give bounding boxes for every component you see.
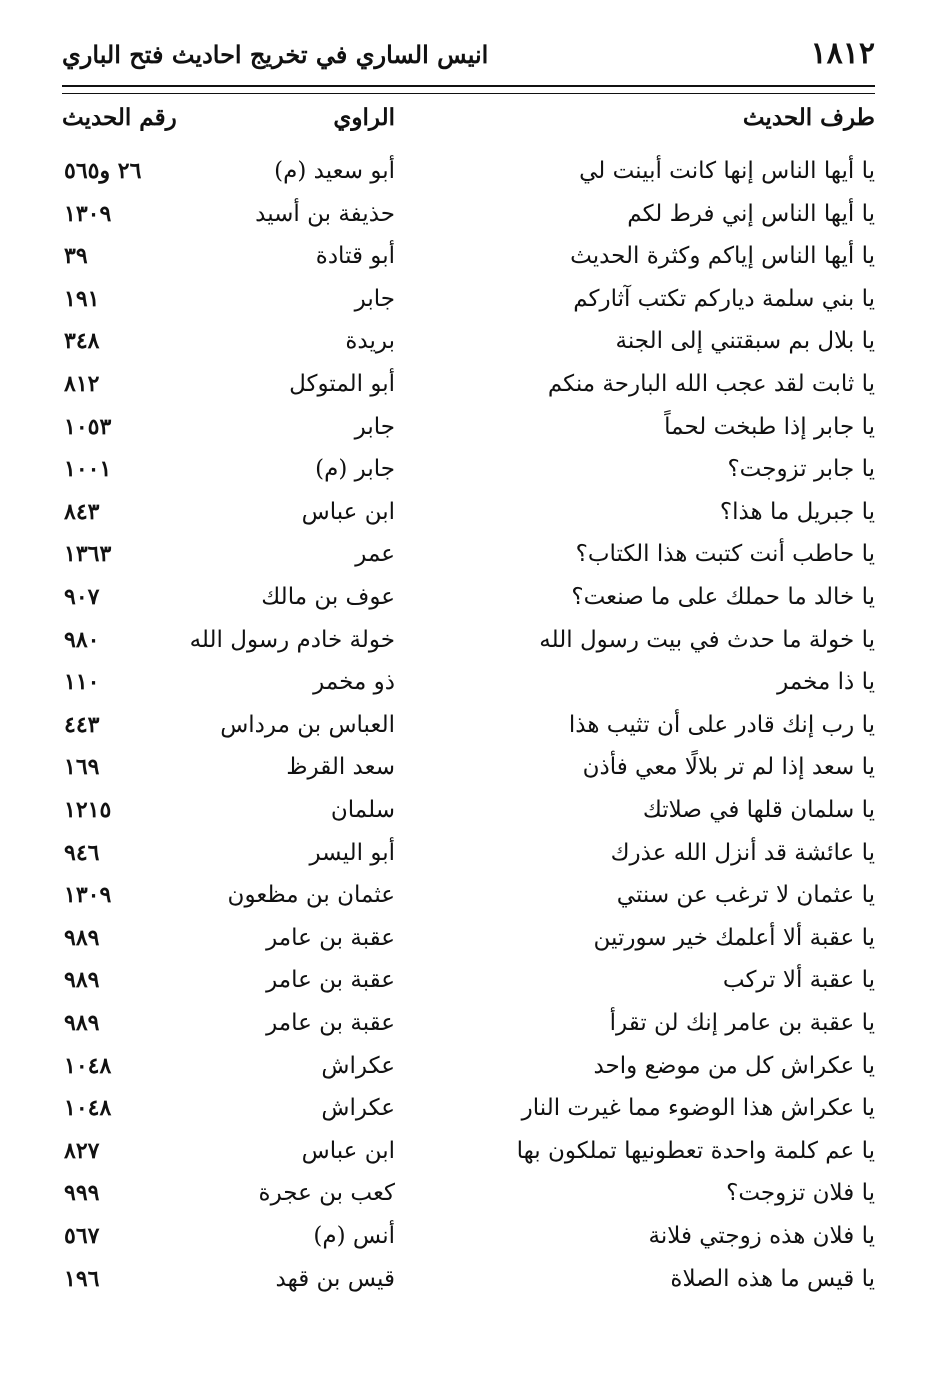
narrator-cell: جابر (م) [315, 456, 395, 483]
hadith-phrase-cell: يا عكراش هذا الوضوء مما غيرت النار [521, 1095, 875, 1122]
hadith-number-cell: ٩٨٩ [64, 1010, 100, 1036]
table-row [0, 882, 943, 922]
hadith-phrase-cell: يا عقبة بن عامر إنك لن تقرأ [609, 1010, 875, 1036]
hadith-phrase-cell: يا عقبة ألا أعلمك خير سورتين [593, 924, 875, 951]
table-row [0, 627, 943, 667]
hadith-number-cell: ١١٠ [64, 669, 100, 696]
hadith-phrase-cell: يا جبريل ما هذا؟ [719, 498, 875, 525]
table-row [0, 1010, 943, 1050]
table-row [0, 1180, 943, 1220]
narrator-cell: أبو قتادة [315, 243, 395, 270]
table-row [0, 797, 943, 837]
narrator-cell: عقبة بن عامر [266, 924, 395, 951]
hadith-number-cell: ١٠٤٨ [64, 1095, 112, 1122]
table-row [0, 201, 943, 241]
hadith-number-cell: ١٩١ [64, 285, 100, 312]
hadith-number-cell: ١٣٦٣ [64, 541, 112, 568]
hadith-phrase-cell: يا عم كلمة واحدة تعطونيها تملكون بها [516, 1137, 875, 1164]
table-row [0, 328, 943, 368]
table-row [0, 541, 943, 581]
narrator-cell: جابر [354, 413, 395, 440]
hadith-number-cell: ١٣٠٩ [64, 882, 112, 909]
book-title: انيس الساري في تخريج احاديث فتح الباري [62, 40, 489, 69]
table-row [0, 456, 943, 496]
page-number: ١٨١٢ [810, 36, 875, 71]
narrator-cell: أبو المتوكل [289, 371, 395, 397]
hadith-number-cell: ٣٤٨ [64, 328, 100, 355]
narrator-cell: جابر [354, 285, 395, 312]
column-header-narrator: الراوي [333, 104, 395, 131]
hadith-phrase-cell: يا سعد إذا لم تر بلالًا معي فأذن [582, 754, 875, 781]
table-row [0, 1095, 943, 1135]
narrator-cell: العباس بن مرداس [220, 711, 395, 738]
narrator-cell: عكراش [321, 1095, 395, 1122]
hadith-phrase-cell: يا خالد ما حملك على ما صنعت؟ [571, 584, 875, 610]
hadith-number-cell: ٨٢٧ [64, 1137, 100, 1164]
narrator-cell: سعد القرظ [286, 754, 395, 781]
hadith-phrase-cell: يا جابر تزوجت؟ [727, 456, 875, 483]
narrator-cell: عوف بن مالك [261, 584, 395, 610]
hadith-phrase-cell: يا بني سلمة دياركم تكتب آثاركم [573, 285, 875, 312]
narrator-cell: أنس (م) [313, 1223, 395, 1249]
hadith-phrase-cell: يا فلان تزوجت؟ [726, 1180, 875, 1207]
table-row [0, 754, 943, 794]
header-rule-thick [62, 85, 875, 87]
hadith-phrase-cell: يا ذا مخمر [777, 669, 875, 696]
hadith-number-cell: ١٩٦ [64, 1265, 100, 1292]
hadith-number-cell: ٩٠٧ [64, 584, 100, 610]
header-rule-thin [62, 93, 875, 94]
hadith-number-cell: ٨١٢ [64, 371, 100, 397]
hadith-number-cell: ١٣٠٩ [64, 200, 112, 227]
hadith-number-cell: ٣٩ [64, 243, 88, 270]
hadith-number-cell: ١٦٩ [64, 754, 100, 781]
hadith-phrase-cell: يا حاطب أنت كتبت هذا الكتاب؟ [575, 541, 875, 568]
narrator-cell: ذو مخمر [313, 669, 395, 696]
hadith-phrase-cell: يا فلان هذه زوجتي فلانة [648, 1223, 875, 1249]
hadith-number-cell: ٩٤٦ [64, 839, 100, 866]
narrator-cell: ابن عباس [301, 1137, 395, 1164]
column-header-phrase: طرف الحديث [742, 104, 875, 131]
narrator-cell: خولة خادم رسول الله [189, 626, 395, 653]
hadith-number-cell: ١٠٥٣ [64, 413, 112, 440]
narrator-cell: قيس بن قهد [275, 1265, 395, 1292]
table-row [0, 371, 943, 411]
hadith-phrase-cell: يا أيها الناس إنها كانت أبينت لي [579, 158, 875, 184]
hadith-number-cell: ٩٨٠ [64, 626, 100, 653]
hadith-number-cell: ٥٦٧ [64, 1223, 100, 1249]
table-row [0, 1223, 943, 1263]
table-row [0, 967, 943, 1007]
hadith-number-cell: ١٢١٥ [64, 797, 112, 823]
narrator-cell: سلمان [330, 797, 395, 823]
hadith-phrase-cell: يا جابر إذا طبخت لحماً [664, 413, 875, 440]
table-row [0, 840, 943, 880]
hadith-phrase-cell: يا عكراش كل من موضع واحد [593, 1052, 875, 1079]
narrator-cell: عقبة بن عامر [266, 967, 395, 994]
table-row [0, 1053, 943, 1093]
hadith-number-cell: ٢٦ و٥٦٥ [64, 158, 142, 184]
hadith-number-cell: ٩٨٩ [64, 967, 100, 994]
table-row [0, 243, 943, 283]
hadith-phrase-cell: يا عثمان لا ترغب عن سنتي [616, 882, 875, 909]
narrator-cell: عثمان بن مظعون [227, 882, 395, 909]
narrator-cell: بريدة [345, 328, 395, 355]
table-row [0, 712, 943, 752]
hadith-phrase-cell: يا عقبة ألا تركب [722, 967, 875, 994]
hadith-phrase-cell: يا قيس ما هذه الصلاة [670, 1265, 875, 1292]
table-row [0, 414, 943, 454]
hadith-phrase-cell: يا خولة ما حدث في بيت رسول الله [539, 626, 875, 653]
hadith-number-cell: ٨٤٣ [64, 498, 100, 525]
running-head [62, 36, 875, 84]
hadith-number-cell: ٩٨٩ [64, 924, 100, 951]
hadith-number-cell: ٤٤٣ [64, 711, 100, 738]
hadith-phrase-cell: يا بلال بم سبقتني إلى الجنة [615, 328, 875, 355]
table-row [0, 925, 943, 965]
hadith-phrase-cell: يا رب إنك قادر على أن تثيب هذا [568, 711, 875, 738]
hadith-phrase-cell: يا سلمان قلها في صلاتك [642, 797, 875, 823]
table-row [0, 499, 943, 539]
hadith-phrase-cell: يا أيها الناس إياكم وكثرة الحديث [570, 243, 875, 270]
table-row [0, 584, 943, 624]
table-row [0, 669, 943, 709]
column-header-number: رقم الحديث [62, 104, 177, 131]
hadith-number-cell: ١٠٤٨ [64, 1052, 112, 1079]
narrator-cell: كعب بن عجرة [258, 1180, 395, 1207]
table-row [0, 286, 943, 326]
hadith-phrase-cell: يا عائشة قد أنزل الله عذرك [610, 839, 875, 866]
narrator-cell: عكراش [321, 1052, 395, 1079]
table-row [0, 158, 943, 198]
narrator-cell: عمر [355, 541, 395, 568]
narrator-cell: أبو اليسر [309, 839, 395, 866]
narrator-cell: أبو سعيد (م) [274, 158, 395, 184]
table-row [0, 1138, 943, 1178]
narrator-cell: حذيفة بن أسيد [255, 200, 395, 227]
table-row [0, 1266, 943, 1306]
narrator-cell: ابن عباس [301, 498, 395, 525]
hadith-phrase-cell: يا أيها الناس إني فرط لكم [627, 200, 875, 227]
hadith-number-cell: ١٠٠١ [64, 456, 112, 483]
hadith-number-cell: ٩٩٩ [64, 1180, 100, 1207]
hadith-phrase-cell: يا ثابت لقد عجب الله البارحة منكم [547, 371, 875, 397]
narrator-cell: عقبة بن عامر [266, 1010, 395, 1036]
